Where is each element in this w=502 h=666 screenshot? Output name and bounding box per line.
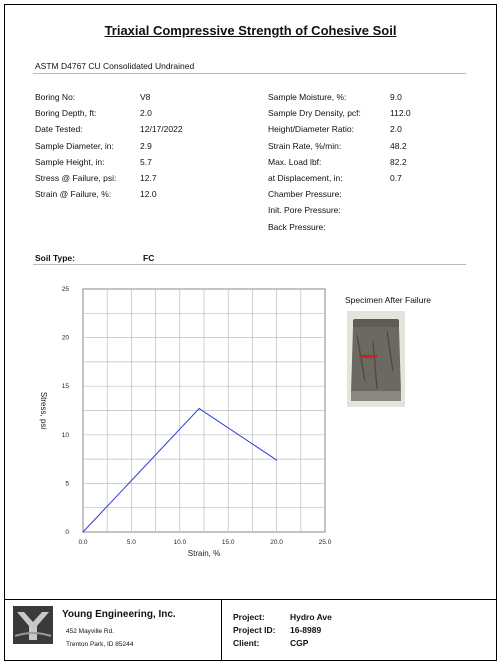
company-address-line2: Trenton Park, ID 85244: [66, 641, 134, 648]
field-label: Boring Depth, ft:: [35, 108, 97, 119]
field-value: 2.9: [140, 140, 152, 151]
field-label: Chamber Pressure:: [268, 189, 342, 200]
project-label: Project:: [233, 612, 265, 622]
field-value: 0.7: [390, 173, 402, 183]
field-label: Sample Diameter, in:: [35, 140, 114, 151]
field-label: Max. Load lbf:: [268, 156, 322, 167]
soil-type-label: Soil Type:: [35, 253, 75, 263]
field-value: 112.0: [390, 108, 411, 119]
project-value: Hydro Ave: [290, 612, 332, 622]
test-method: ASTM D4767 CU Consolidated Undrained: [35, 61, 195, 71]
field-label: Strain Rate, %/min:: [268, 140, 342, 151]
field-value: 12.0: [140, 189, 157, 200]
divider-top: [33, 73, 466, 74]
y-tick-label: 10: [61, 431, 69, 439]
field-value: 82.2: [390, 156, 407, 167]
x-tick-label: 25.0: [318, 539, 332, 546]
field-value: V8: [140, 92, 151, 102]
field-label: Stress @ Failure, psi:: [35, 173, 117, 183]
project-id-label: Project ID:: [233, 625, 276, 635]
field-label: Init. Pore Pressure:: [268, 205, 341, 216]
field-value: 12/17/2022: [140, 124, 183, 135]
company-address-line1: 452 Mayville Rd.: [66, 628, 115, 635]
field-value: 12.7: [140, 173, 157, 183]
y-axis-label: Stress, psi: [39, 391, 48, 430]
y-tick-label: 0: [65, 529, 69, 536]
field-value: 2.0: [390, 124, 402, 135]
divider-soil: [33, 264, 466, 265]
report-title: Triaxial Compressive Strength of Cohesive Soil: [104, 23, 397, 38]
x-tick-label: 0.0: [78, 539, 88, 546]
x-axis-label: Strain, %: [187, 549, 221, 558]
x-tick-label: 15.0: [221, 539, 235, 546]
field-label: Sample Height, in:: [35, 156, 105, 167]
company-name: Young Engineering, Inc.: [62, 609, 176, 620]
project-id-value: 16-8989: [290, 625, 322, 635]
report-footer: [4, 599, 497, 661]
field-label: Sample Moisture, %:: [268, 92, 347, 102]
field-label: Back Pressure:: [268, 221, 326, 232]
data-point: [199, 408, 200, 409]
field-label: Height/Diameter Ratio:: [268, 124, 354, 135]
data-point: [82, 531, 83, 532]
client-label: Client:: [233, 638, 260, 648]
stress-strain-chart: [29, 285, 339, 570]
field-value: 48.2: [390, 140, 407, 151]
company-logo-icon: [13, 606, 53, 644]
field-label: Date Tested:: [35, 124, 83, 135]
specimen-title: Specimen After Failure: [345, 295, 431, 305]
x-tick-label: 10.0: [173, 539, 187, 546]
y-tick-label: 20: [61, 334, 69, 342]
y-tick-label: 25: [61, 286, 69, 293]
soil-type-value: FC: [143, 253, 155, 263]
field-value: 2.0: [140, 108, 152, 119]
y-tick-label: 15: [61, 383, 69, 391]
field-value: 9.0: [390, 92, 402, 102]
y-tick-label: 5: [65, 480, 69, 488]
data-point: [276, 459, 277, 460]
client-value: CGP: [290, 638, 309, 648]
field-label: Strain @ Failure, %:: [35, 189, 112, 200]
report-page: [4, 4, 497, 661]
field-label: Boring No:: [35, 92, 76, 102]
field-label: Sample Dry Density, pcf:: [268, 108, 361, 119]
x-tick-label: 5.0: [126, 539, 136, 546]
field-value: 5.7: [140, 156, 152, 167]
footer-divider: [221, 600, 222, 661]
x-tick-label: 20.0: [270, 539, 283, 546]
field-label: at Displacement, in:: [268, 173, 343, 183]
specimen-photo: [347, 311, 405, 407]
